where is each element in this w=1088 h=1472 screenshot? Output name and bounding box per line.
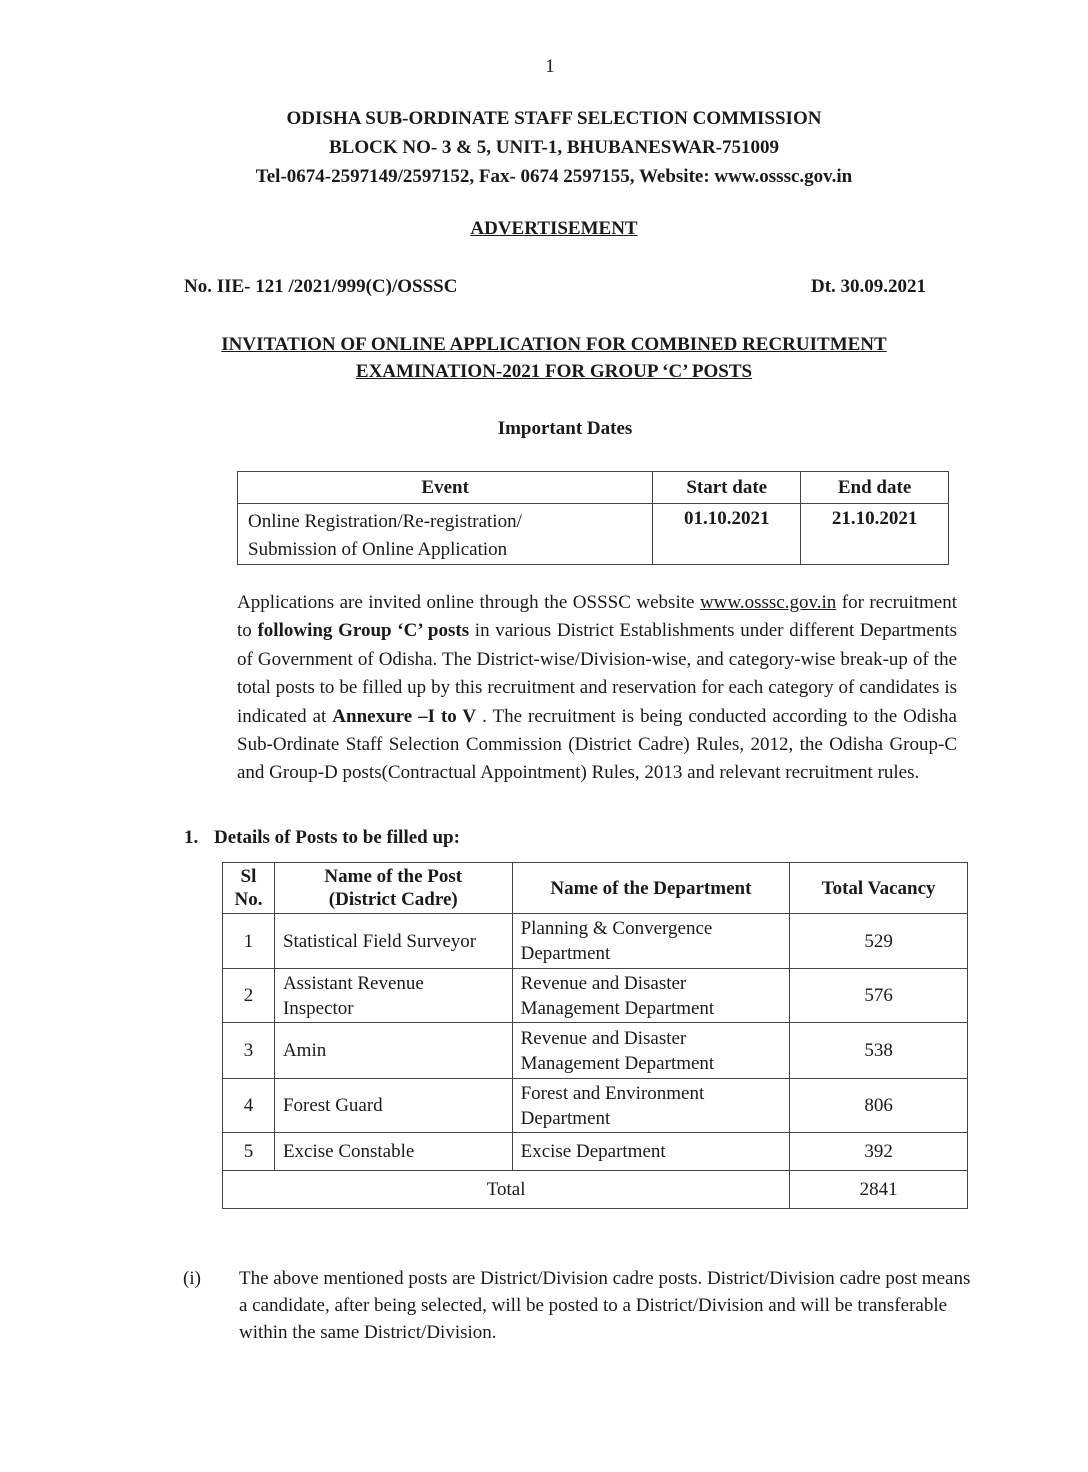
intro-paragraph bbox=[237, 589, 957, 788]
sl-cell: 1 bbox=[223, 914, 275, 969]
department-cell bbox=[512, 914, 790, 969]
event-cell bbox=[238, 504, 653, 565]
end-date-header: End date bbox=[801, 472, 949, 504]
table-header-row bbox=[238, 472, 949, 504]
intro-text-4: . The recruitment is being conducted according to the Odisha Sub-Ordinate Staff Selection Commission (District Cadre) Rules, 2012, the Odisha Group-C and Group-D posts(Contractual Appointment) Rules, 2013 and relevant recruitment rules. bbox=[237, 705, 957, 784]
organization-header bbox=[0, 104, 1088, 191]
post-name-cell bbox=[274, 1079, 512, 1133]
post-name-cell bbox=[274, 1023, 512, 1079]
intro-text-2: for recruitment to bbox=[237, 592, 957, 642]
department-line-1: Planning & Convergence bbox=[520, 918, 713, 939]
department-line-1: Excise Department bbox=[520, 1141, 666, 1162]
start-date-cell: 01.10.2021 bbox=[653, 504, 801, 565]
sl-header-line-1: Sl bbox=[240, 866, 257, 887]
total-label: Total bbox=[223, 1171, 790, 1209]
invitation-heading bbox=[0, 331, 1088, 385]
department-line-2: Management Department bbox=[520, 1052, 715, 1074]
sl-cell: 3 bbox=[223, 1023, 275, 1079]
department-cell bbox=[512, 969, 790, 1023]
invitation-line-2: EXAMINATION-2021 FOR GROUP ‘C’ POSTS bbox=[355, 361, 753, 382]
sl-cell: 5 bbox=[223, 1133, 275, 1171]
sl-cell: 4 bbox=[223, 1079, 275, 1133]
department-line-1: Forest and Environment bbox=[520, 1082, 705, 1104]
post-name-line-2: Inspector bbox=[282, 997, 354, 1019]
vacancy-cell: 538 bbox=[790, 1023, 968, 1079]
post-header-line-2: (District Cadre) bbox=[328, 889, 458, 910]
department-line-2: Management Department bbox=[520, 997, 715, 1019]
department-cell bbox=[512, 1023, 790, 1079]
vacancy-cell: 806 bbox=[790, 1079, 968, 1133]
note-marker: (i) bbox=[183, 1268, 201, 1289]
section-1-heading bbox=[184, 827, 460, 849]
organization-name: ODISHA SUB-ORDINATE STAFF SELECTION COMMISSION bbox=[286, 108, 822, 129]
post-name-line-1: Excise Constable bbox=[282, 1141, 415, 1162]
organization-contact: Tel-0674-2597149/2597152, Fax- 0674 2597155, Website: www.osssc.gov.in bbox=[255, 166, 853, 187]
intro-text-1: Applications are invited online through the OSSSC website bbox=[237, 592, 700, 613]
vacancy-cell: 529 bbox=[790, 914, 968, 969]
table-row bbox=[223, 1023, 968, 1079]
table-row bbox=[223, 1133, 968, 1171]
invitation-line-1: INVITATION OF ONLINE APPLICATION FOR COMBINED RECRUITMENT bbox=[221, 334, 887, 355]
total-vacancy-cell: 2841 bbox=[790, 1171, 968, 1209]
department-line-1: Revenue and Disaster bbox=[520, 1027, 687, 1049]
post-name-line-1: Amin bbox=[282, 1040, 327, 1061]
note-text: The above mentioned posts are District/Division cadre posts. District/Division cadre post means a candidate, after being selected, will be posted to a District/Division and will be transferable within the same District/Division. bbox=[239, 1268, 971, 1343]
advertisement-title: ADVERTISEMENT bbox=[470, 218, 638, 239]
start-date-header: Start date bbox=[653, 472, 801, 504]
post-name-cell bbox=[274, 914, 512, 969]
organization-address: BLOCK NO- 3 & 5, UNIT-1, BHUBANESWAR-751009 bbox=[328, 137, 780, 158]
table-row bbox=[223, 914, 968, 969]
table-row bbox=[223, 1079, 968, 1133]
section-number: 1. bbox=[184, 827, 199, 848]
intro-bold-posts: following Group ‘C’ posts bbox=[257, 620, 470, 642]
department-line-2: Department bbox=[520, 1107, 611, 1129]
sl-no-header bbox=[223, 863, 275, 914]
post-name-line-1: Statistical Field Surveyor bbox=[282, 930, 477, 952]
website-link[interactable]: www.osssc.gov.in bbox=[699, 592, 837, 613]
note-item bbox=[183, 1265, 973, 1346]
sl-header-line-2: No. bbox=[234, 889, 263, 910]
end-date-cell: 21.10.2021 bbox=[801, 504, 949, 565]
post-header-line-1: Name of the Post bbox=[324, 866, 463, 887]
posts-table bbox=[222, 862, 968, 1209]
department-cell bbox=[512, 1133, 790, 1171]
reference-date: Dt. 30.09.2021 bbox=[811, 276, 927, 297]
vacancy-cell: 392 bbox=[790, 1133, 968, 1171]
event-text-line-2: Submission of Online Application bbox=[248, 539, 508, 560]
post-name-cell bbox=[274, 969, 512, 1023]
reference-number: No. IIE- 121 /2021/999(C)/OSSSC bbox=[184, 276, 458, 297]
section-title: Details of Posts to be filled up: bbox=[214, 827, 460, 848]
sl-cell: 2 bbox=[223, 969, 275, 1023]
department-header: Name of the Department bbox=[512, 863, 790, 914]
department-cell bbox=[512, 1079, 790, 1133]
intro-text-3: in various District Establishments under different Departments of Government of Odisha. The District-wise/Division-wise, and category-wise break-up of the total posts to be filled up by this recruitment and reservation for each category of candidates is indicated at bbox=[237, 620, 958, 727]
important-dates-heading: Important Dates bbox=[497, 418, 633, 439]
department-line-1: Revenue and Disaster bbox=[520, 972, 687, 994]
post-name-cell bbox=[274, 1133, 512, 1171]
table-row bbox=[238, 504, 949, 565]
important-dates-table bbox=[237, 471, 949, 565]
intro-bold-annexure: Annexure –I to V bbox=[332, 705, 477, 727]
table-header-row bbox=[223, 863, 968, 914]
vacancy-header: Total Vacancy bbox=[790, 863, 968, 914]
vacancy-cell: 576 bbox=[790, 969, 968, 1023]
post-name-header bbox=[274, 863, 512, 914]
event-text-line-1: Online Registration/Re-registration/ bbox=[248, 511, 522, 532]
page-number: 1 bbox=[545, 56, 555, 77]
total-row bbox=[223, 1171, 968, 1209]
department-line-2: Department bbox=[520, 943, 611, 964]
table-row bbox=[223, 969, 968, 1023]
event-header: Event bbox=[238, 472, 653, 504]
post-name-line-1: Forest Guard bbox=[282, 1095, 383, 1116]
post-name-line-1: Assistant Revenue bbox=[282, 972, 424, 994]
